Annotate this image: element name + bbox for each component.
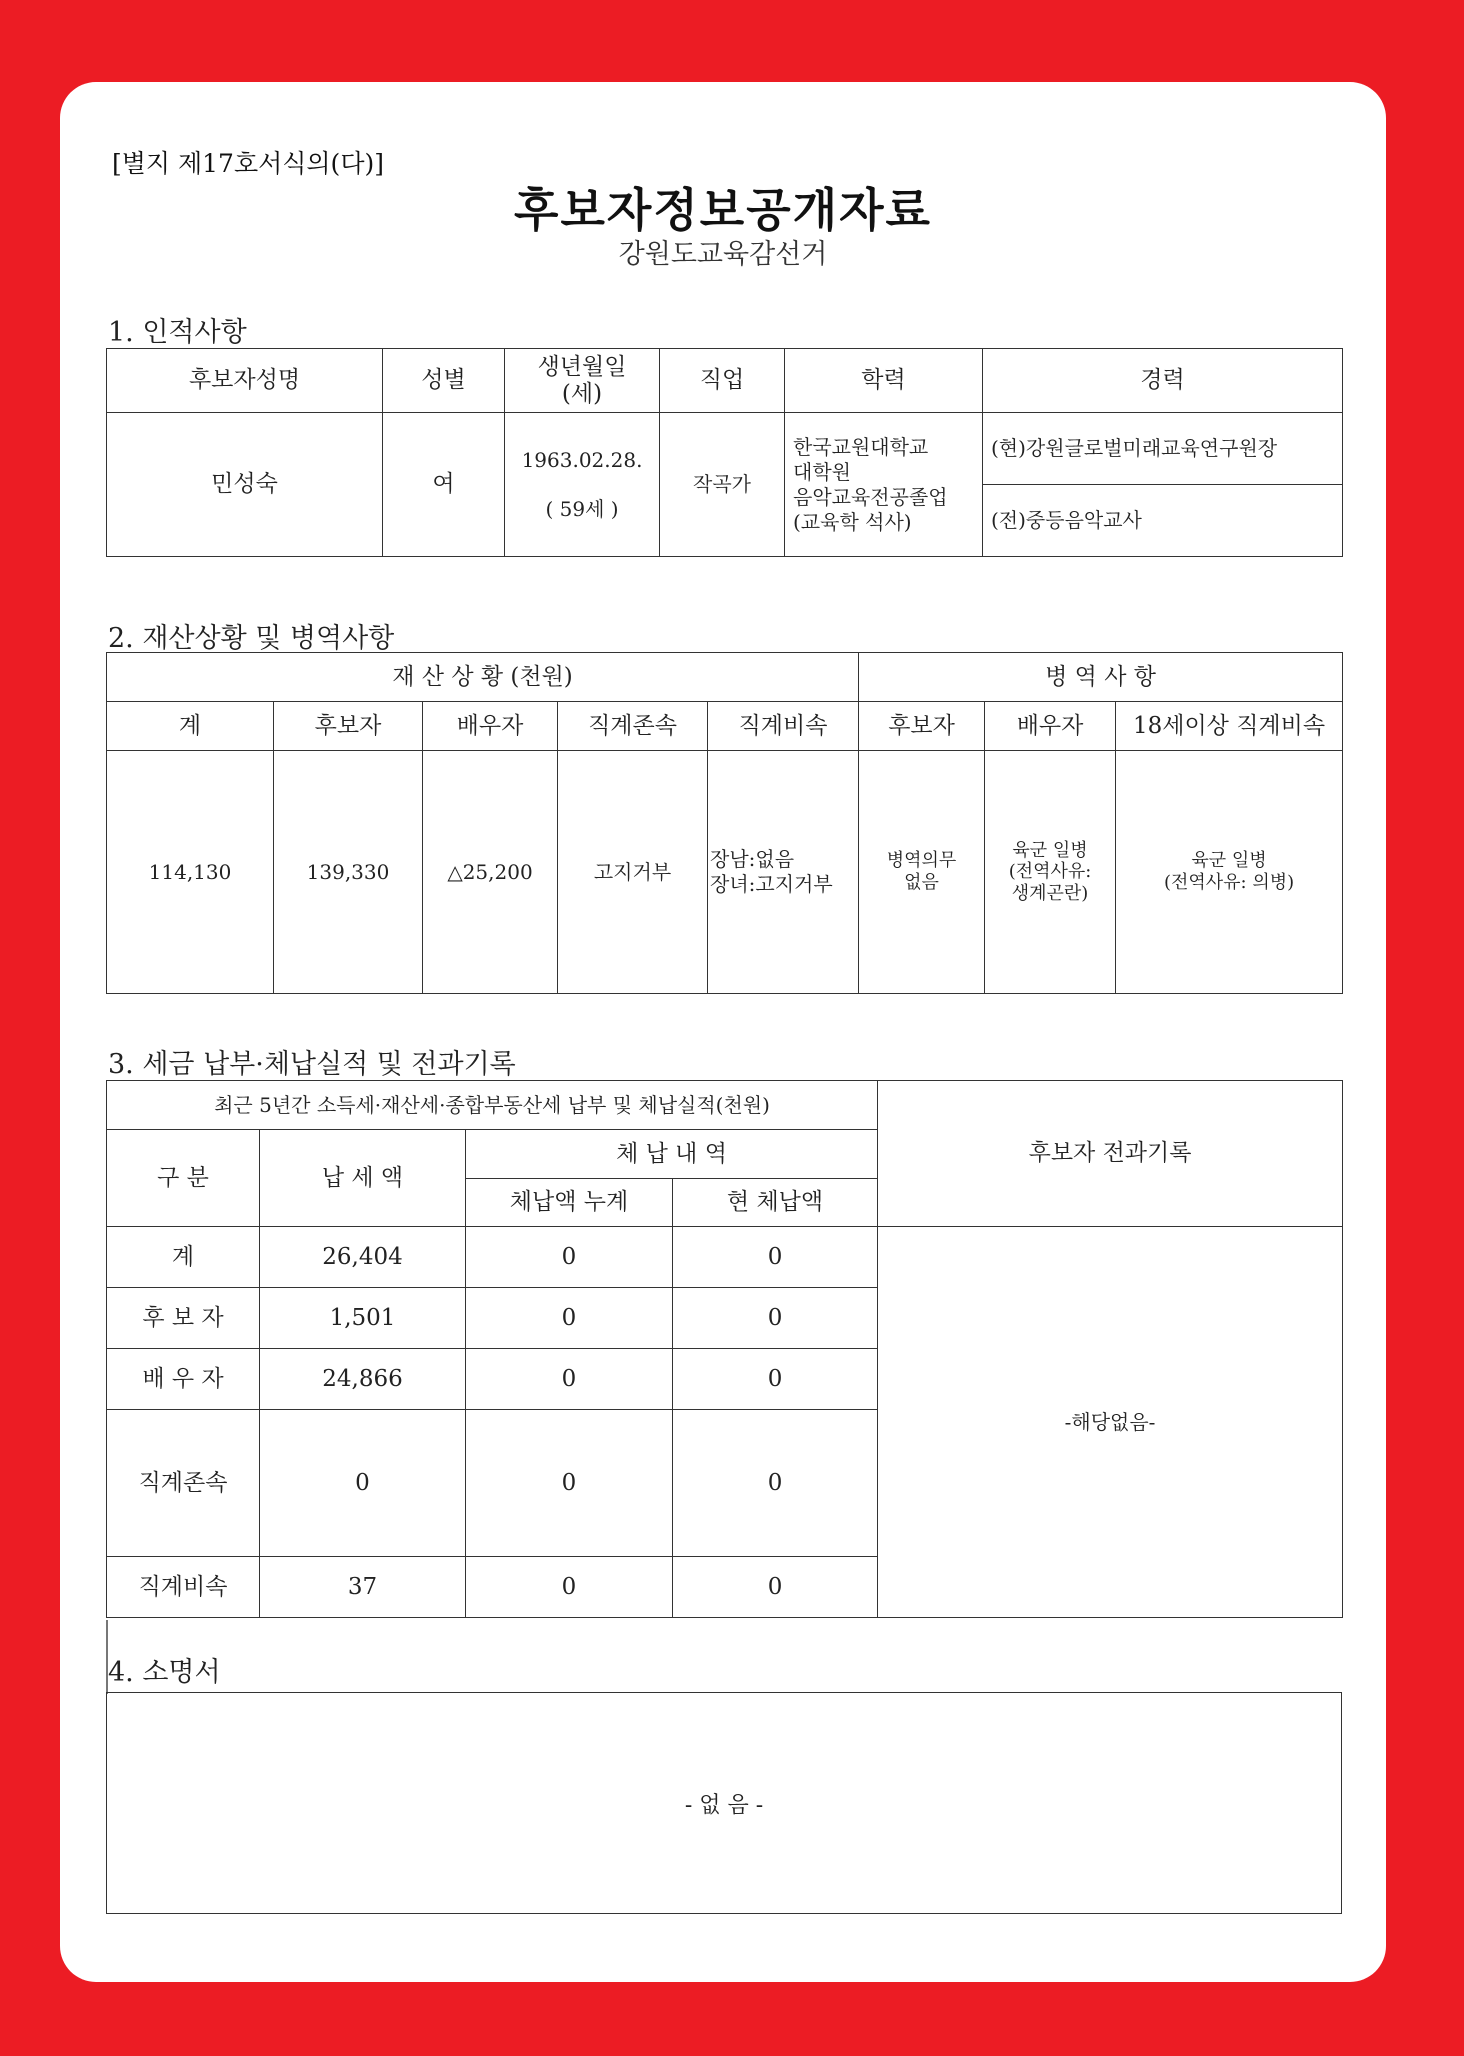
personal-info-table xyxy=(106,348,1343,557)
property-descendant: 장남:없음 장녀:고지거부 xyxy=(708,751,859,994)
section2-heading: 2. 재산상황 및 병역사항 xyxy=(108,623,395,654)
form-number-label: [별지 제17호서식의(다)] xyxy=(112,149,384,178)
statement-box xyxy=(106,1692,1342,1914)
row-label: 배 우 자 xyxy=(107,1349,260,1410)
header-gender: 성별 xyxy=(383,349,505,413)
property-candidate: 139,330 xyxy=(274,751,423,994)
header-paid: 납 세 액 xyxy=(260,1130,466,1227)
section1-heading: 1. 인적사항 xyxy=(108,317,247,348)
header-education: 학력 xyxy=(785,349,983,413)
section4-heading: 4. 소명서 xyxy=(108,1657,221,1688)
row-paid: 1,501 xyxy=(260,1288,466,1349)
row-arrears-total: 0 xyxy=(466,1557,673,1618)
row-arrears-total: 0 xyxy=(466,1227,673,1288)
candidate-job: 작곡가 xyxy=(660,413,785,557)
tax-title: 최근 5년간 소득세·재산세·종합부동산세 납부 및 체납실적(천원) xyxy=(107,1081,878,1130)
statement-content: - 없 음 - xyxy=(684,1792,764,1818)
row-label: 직계비속 xyxy=(107,1557,260,1618)
property-spouse: △25,200 xyxy=(423,751,558,994)
header-total: 계 xyxy=(107,702,274,751)
header-arrears-total: 체납액 누계 xyxy=(466,1179,673,1227)
tax-criminal-table xyxy=(106,1080,1343,1618)
candidate-age: ( 59세 ) xyxy=(545,496,619,521)
property-title: 재 산 상 황 (천원) xyxy=(107,653,859,702)
property-military-table xyxy=(106,652,1343,994)
header-candidate: 후보자 xyxy=(274,702,423,751)
row-paid: 0 xyxy=(260,1410,466,1557)
header-birth-text: 생년월일 (세) xyxy=(537,354,627,407)
header-arrears: 체 납 내 역 xyxy=(466,1130,878,1179)
document-title: 후보자정보공개자료 xyxy=(514,183,932,237)
row-arrears-current: 0 xyxy=(673,1349,878,1410)
career-former: (전)중등음악교사 xyxy=(983,485,1343,557)
property-ascendant: 고지거부 xyxy=(558,751,708,994)
candidate-birth-cell xyxy=(505,413,660,557)
header-career: 경력 xyxy=(983,349,1343,413)
row-label: 후 보 자 xyxy=(107,1288,260,1349)
header-job: 직업 xyxy=(660,349,785,413)
header-category: 구 분 xyxy=(107,1130,260,1227)
career-current: (현)강원글로벌미래교육연구원장 xyxy=(983,413,1343,485)
row-paid: 37 xyxy=(260,1557,466,1618)
military-candidate: 병역의무 없음 xyxy=(859,751,985,994)
header-spouse: 배우자 xyxy=(423,702,558,751)
military-spouse: 육군 일병 (전역사유: 생계곤란) xyxy=(985,751,1116,994)
header-ascendant: 직계존속 xyxy=(558,702,708,751)
header-mil-descendant: 18세이상 직계비속 xyxy=(1116,702,1343,751)
row-arrears-current: 0 xyxy=(673,1227,878,1288)
candidate-birth: 1963.02.28. xyxy=(521,447,643,472)
military-descendant: 육군 일병 (전역사유: 의병) xyxy=(1116,751,1343,994)
header-name: 후보자성명 xyxy=(107,349,383,413)
table-row xyxy=(107,1227,1343,1288)
row-arrears-current: 0 xyxy=(673,1557,878,1618)
row-label: 직계존속 xyxy=(107,1410,260,1557)
header-arrears-current: 현 체납액 xyxy=(673,1179,878,1227)
row-arrears-current: 0 xyxy=(673,1288,878,1349)
row-label: 계 xyxy=(107,1227,260,1288)
header-mil-candidate: 후보자 xyxy=(859,702,985,751)
section3-heading: 3. 세금 납부·체납실적 및 전과기록 xyxy=(108,1049,516,1080)
criminal-title: 후보자 전과기록 xyxy=(878,1081,1343,1227)
row-arrears-total: 0 xyxy=(466,1288,673,1349)
document-subtitle: 강원도교육감선거 xyxy=(618,239,828,270)
criminal-record: -해당없음- xyxy=(878,1227,1343,1618)
military-title: 병 역 사 항 xyxy=(859,653,1343,702)
header-descendant: 직계비속 xyxy=(708,702,859,751)
row-arrears-current: 0 xyxy=(673,1410,878,1557)
document-page xyxy=(60,82,1386,1982)
row-paid: 24,866 xyxy=(260,1349,466,1410)
row-arrears-total: 0 xyxy=(466,1410,673,1557)
header-birth xyxy=(505,349,660,413)
header-mil-spouse: 배우자 xyxy=(985,702,1116,751)
candidate-gender: 여 xyxy=(383,413,505,557)
candidate-education: 한국교원대학교 대학원 음악교육전공졸업 (교육학 석사) xyxy=(785,413,983,557)
row-arrears-total: 0 xyxy=(466,1349,673,1410)
row-paid: 26,404 xyxy=(260,1227,466,1288)
property-total: 114,130 xyxy=(107,751,274,994)
candidate-name: 민성숙 xyxy=(107,413,383,557)
